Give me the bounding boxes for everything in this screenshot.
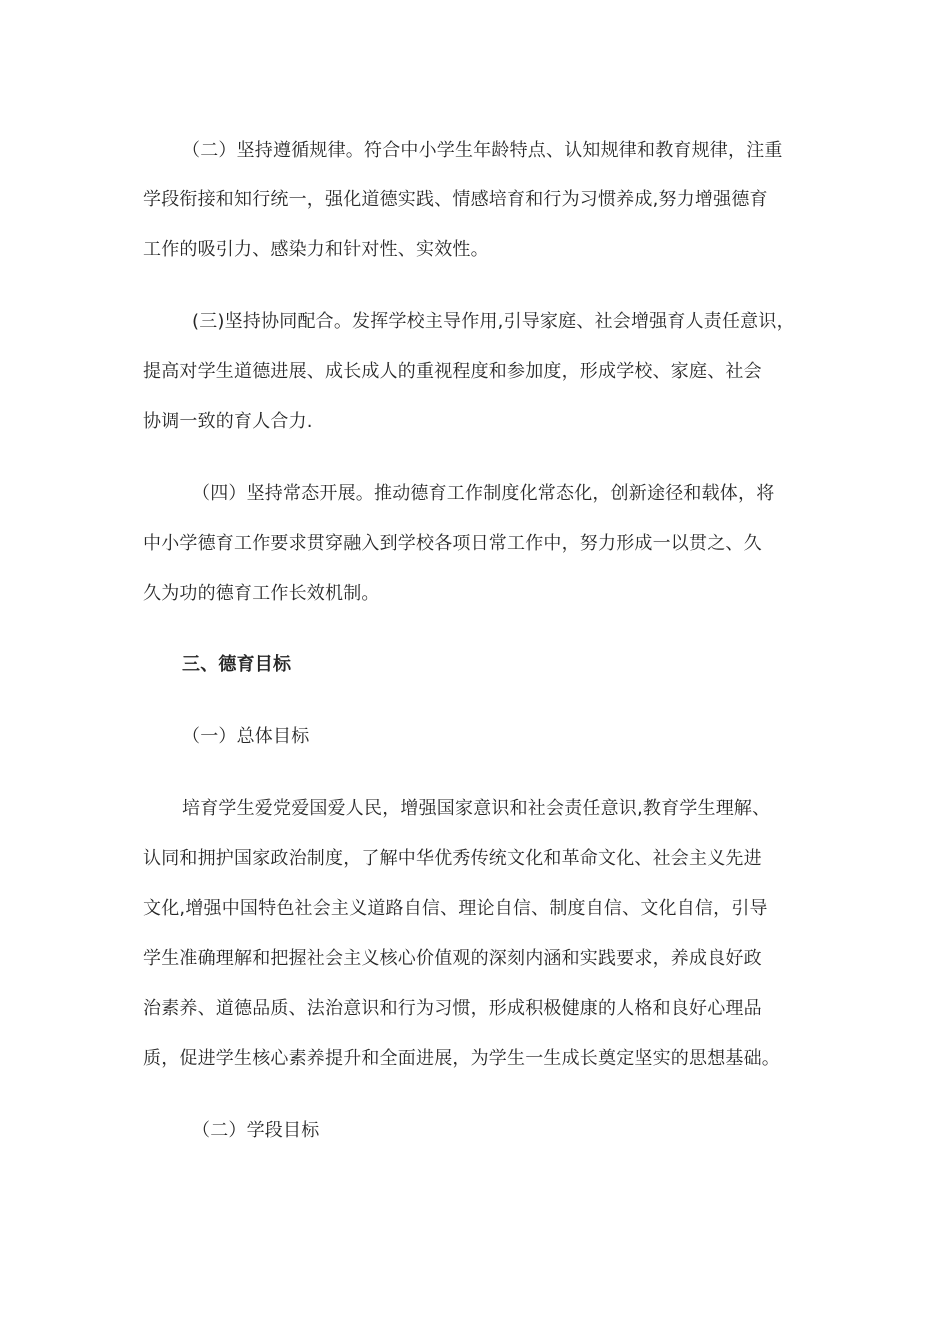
paragraph-line: （四）坚持常态开展。推动德育工作制度化常态化，创新途径和载体，将	[192, 483, 775, 504]
section-heading: 三、德育目标	[182, 654, 292, 675]
paragraph-line: 中小学德育工作要求贯穿融入到学校各项日常工作中，努力形成一以贯之、久	[143, 533, 762, 554]
paragraph-line: （二）坚持遵循规律。符合中小学生年龄特点、认知规律和教育规律，注重	[182, 140, 783, 161]
paragraph-line: 质，促进学生核心素养提升和全面进展，为学生一生成长奠定坚实的思想基础。	[143, 1048, 780, 1069]
paragraph-line: 文化,增强中国特色社会主义道路自信、理论自信、制度自信、文化自信，引导	[143, 898, 768, 919]
paragraph-line: 久为功的德育工作长效机制。	[143, 583, 380, 604]
paragraph-line: (三)坚持协同配合。发挥学校主导作用,引导家庭、社会增强育人责任意识，	[192, 311, 795, 332]
paragraph-line: 学段衔接和知行统一，强化道德实践、情感培育和行为习惯养成,努力增强德育	[143, 189, 768, 210]
paragraph-line: 提高对学生道德进展、成长成人的重视程度和参加度，形成学校、家庭、社会	[143, 361, 762, 382]
paragraph-line: 学生准确理解和把握社会主义核心价值观的深刻内涵和实践要求，养成良好政	[143, 948, 762, 969]
paragraph-line: 工作的吸引力、感染力和针对性、实效性。	[143, 239, 489, 260]
paragraph-line: 认同和拥护国家政治制度，了解中华优秀传统文化和革命文化、社会主义先进	[143, 848, 762, 869]
subsection-heading: （一）总体目标	[182, 726, 310, 747]
subsection-heading: （二）学段目标	[192, 1120, 320, 1141]
paragraph-line: 协调一致的育人合力.	[143, 411, 313, 432]
paragraph-line: 培育学生爱党爱国爱人民，增强国家意识和社会责任意识,教育学生理解、	[182, 798, 771, 819]
paragraph-line: 治素养、道德品质、法治意识和行为习惯，形成积极健康的人格和良好心理品	[143, 998, 762, 1019]
